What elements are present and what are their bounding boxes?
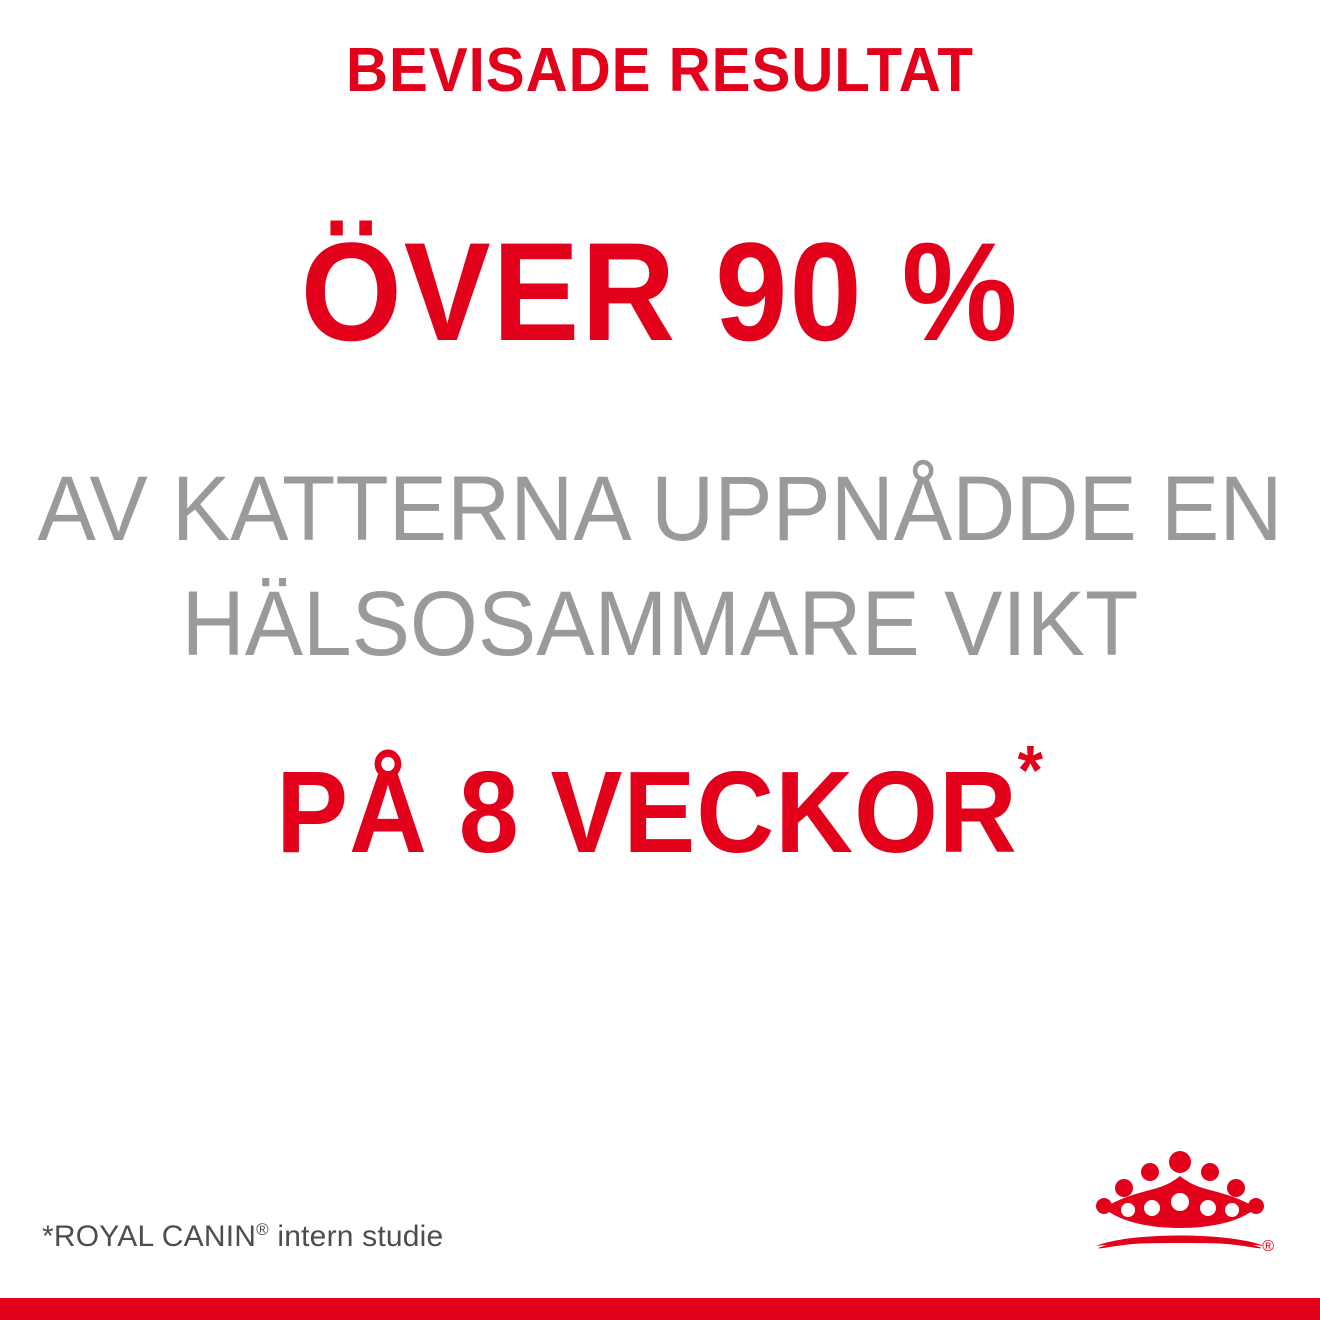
eyebrow-text: BEVISADE RESULTAT bbox=[346, 36, 974, 105]
royal-canin-crown-logo bbox=[1090, 1150, 1274, 1260]
timeframe-text: PÅ 8 VECKOR bbox=[276, 747, 1018, 877]
timeframe-headline bbox=[46, 731, 1274, 877]
description-line-2: HÄLSOSAMMARE VIKT bbox=[181, 573, 1139, 675]
timeframe-asterisk: * bbox=[1017, 731, 1044, 810]
footnote-prefix: *ROYAL CANIN bbox=[42, 1220, 257, 1253]
bottom-accent-bar bbox=[0, 1298, 1320, 1320]
description-text bbox=[33, 452, 1287, 682]
logo-registered-mark: ® bbox=[1262, 1238, 1274, 1255]
footnote-suffix: intern studie bbox=[268, 1220, 444, 1253]
stat-headline: ÖVER 90 % bbox=[300, 213, 1020, 370]
footnote-registered-mark: ® bbox=[256, 1220, 269, 1239]
description-line-1: AV KATTERNA UPPNÅDDE EN bbox=[37, 458, 1283, 560]
footnote bbox=[42, 1220, 443, 1254]
